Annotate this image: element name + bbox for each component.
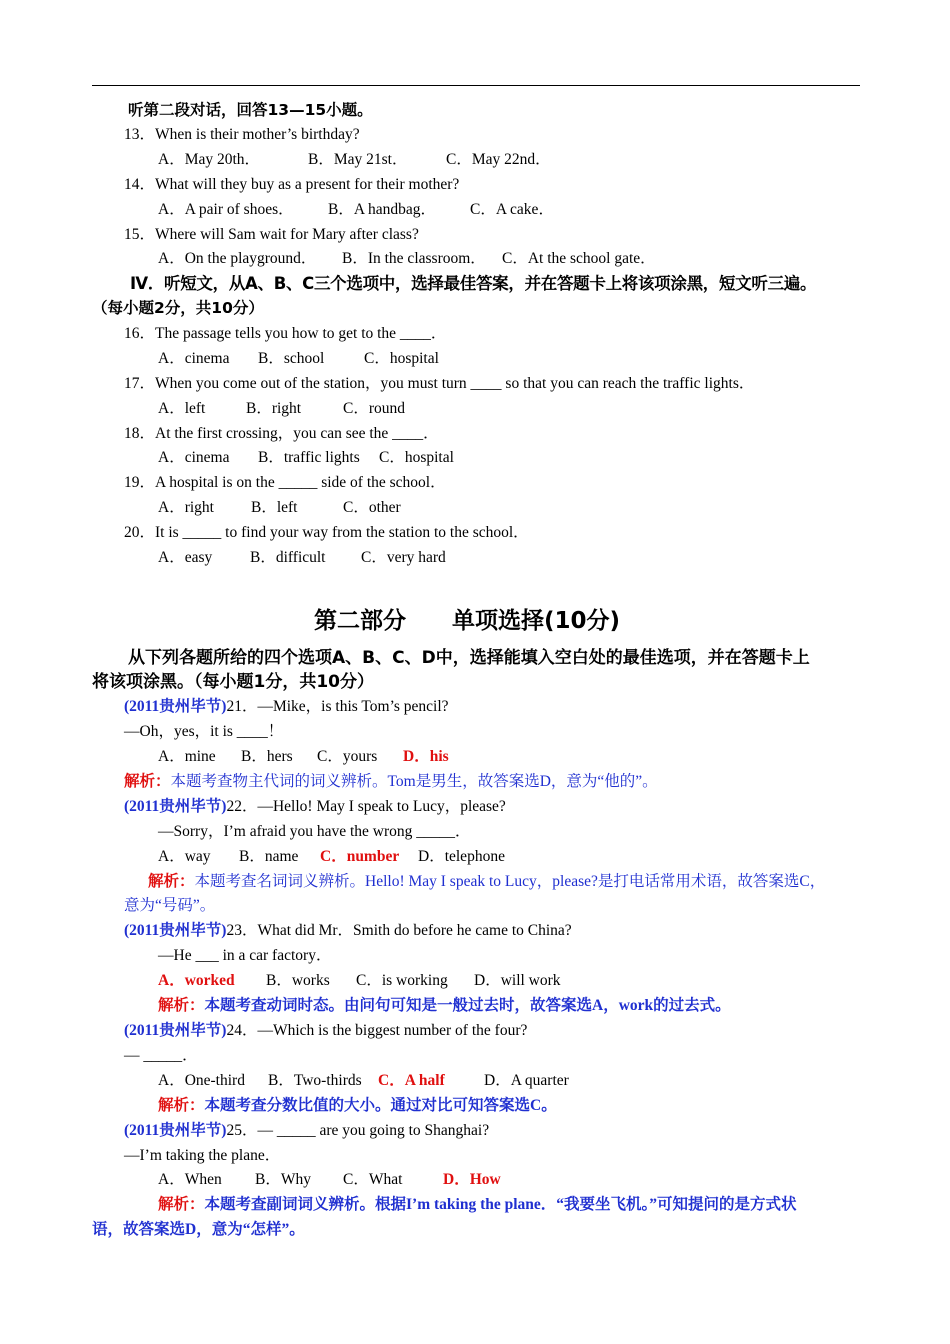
option-b[interactable]: B．school xyxy=(258,350,325,367)
option-b[interactable]: B．Why xyxy=(255,1171,311,1188)
question-24-explanation xyxy=(158,1096,557,1116)
option-c-answer[interactable]: C．number xyxy=(320,848,400,865)
explanation-text: 本题考查名词词义辨析。Hello! May I speak to Lucy，please?是打电话常用术语，故答案选C， xyxy=(194,873,826,890)
question-20-options xyxy=(158,548,446,568)
option-b[interactable]: B．Two-thirds xyxy=(268,1072,362,1089)
question-24-options xyxy=(158,1071,569,1091)
question-15-stem: 15．Where will Sam wait for Mary after class? xyxy=(124,226,419,243)
question-25 xyxy=(124,1121,489,1141)
option-b[interactable]: B．right xyxy=(246,400,302,417)
question-18-stem: 18．At the first crossing，you can see the ____． xyxy=(124,425,439,442)
question-24-reply: — _____． xyxy=(124,1047,198,1064)
option-b[interactable]: B．traffic lights xyxy=(258,449,360,466)
explanation-text: 本题考查物主代词的词义辨析。Tom是男生，故答案选D，意为“他的”。 xyxy=(170,773,658,790)
option-a[interactable]: A．On the playground． xyxy=(158,250,317,267)
option-d[interactable]: D．A quarter xyxy=(484,1072,569,1089)
explanation-label: 解析： xyxy=(148,873,195,890)
question-17-stem: 17．When you come out of the station，you must turn ____ so that you can reach the traffic lights． xyxy=(124,375,755,392)
option-c[interactable]: C．hospital xyxy=(379,449,454,466)
option-c[interactable]: C．May 22nd． xyxy=(446,151,551,168)
question-18-options xyxy=(158,448,454,468)
question-stem: 23．What did Mr．Smith do before he came to China? xyxy=(226,922,572,939)
option-c[interactable]: C．At the school gate． xyxy=(502,250,656,267)
part-two-instructions-cont: 将该项涂黑。（每小题1分，共10分） xyxy=(92,672,374,692)
section-heading-dialogue-2: 听第二段对话，回答13—15小题。 xyxy=(128,101,373,119)
question-13-stem: 13．When is their mother’s birthday? xyxy=(124,126,360,143)
explanation-text: 本题考查分数比值的大小。通过对比可知答案选C。 xyxy=(204,1097,557,1114)
option-c[interactable]: C．round xyxy=(343,400,406,417)
option-c[interactable]: C．other xyxy=(343,499,401,516)
explanation-label: 解析： xyxy=(158,1097,205,1114)
option-b[interactable]: B．works xyxy=(266,972,330,989)
option-b[interactable]: B．difficult xyxy=(250,549,326,566)
question-21-explanation xyxy=(124,772,658,792)
option-d[interactable]: D．telephone xyxy=(418,848,505,865)
explanation-text: 本题考查副词词义辨析。根据I’m taking the plane．“我要坐飞机。”可知提问的是方式状 xyxy=(204,1196,797,1213)
option-a-answer[interactable]: A．worked xyxy=(158,972,235,989)
question-21-reply: —Oh，yes，it is ____！ xyxy=(124,723,284,740)
option-d-answer[interactable]: D．How xyxy=(443,1171,501,1188)
question-source: (2011贵州毕节) xyxy=(124,798,227,815)
option-d[interactable]: D．will work xyxy=(474,972,561,989)
question-24 xyxy=(124,1021,527,1041)
option-a[interactable]: A．May 20th． xyxy=(158,151,261,168)
question-stem: 25．— _____ are you going to Shanghai? xyxy=(226,1122,490,1139)
question-source: (2011贵州毕节) xyxy=(124,1122,227,1139)
option-c[interactable]: C．hospital xyxy=(364,350,439,367)
option-a[interactable]: A．left xyxy=(158,400,206,417)
option-a[interactable]: A．easy xyxy=(158,549,213,566)
option-a[interactable]: A．One-third xyxy=(158,1072,245,1089)
explanation-label: 解析： xyxy=(124,773,171,790)
option-a[interactable]: A．way xyxy=(158,848,211,865)
question-22-options xyxy=(158,847,505,867)
option-a[interactable]: A．mine xyxy=(158,748,216,765)
section-heading-iv: Ⅳ．听短文，从A、B、C三个选项中，选择最佳答案，并在答题卡上将该项涂黑，短文听三遍。 xyxy=(130,274,817,293)
question-22-reply: —Sorry，I’m afraid you have the wrong _____． xyxy=(158,823,471,840)
part-two-title: 第二部分 单项选择(10分) xyxy=(314,608,621,634)
question-23 xyxy=(124,921,572,941)
part-two-instructions: 从下列各题所给的四个选项A、B、C、D中，选择能填入空白处的最佳选项，并在答题卡上 xyxy=(128,648,810,668)
question-20-stem: 20．It is _____ to find your way from the station to the school． xyxy=(124,524,529,541)
option-b[interactable]: B．A handbag． xyxy=(328,201,437,218)
question-14-stem: 14．What will they buy as a present for their mother? xyxy=(124,176,460,193)
question-source: (2011贵州毕节) xyxy=(124,698,227,715)
question-source: (2011贵州毕节) xyxy=(124,1022,227,1039)
question-14-options xyxy=(158,200,554,220)
question-15-options xyxy=(158,249,656,269)
question-16-options xyxy=(158,349,439,369)
question-source: (2011贵州毕节) xyxy=(124,922,227,939)
option-b[interactable]: B．hers xyxy=(241,748,293,765)
question-25-options xyxy=(158,1170,501,1190)
option-c[interactable]: C．yours xyxy=(317,748,378,765)
question-23-options xyxy=(158,971,561,991)
question-19-options xyxy=(158,498,401,518)
option-c[interactable]: C．A cake． xyxy=(470,201,554,218)
option-a[interactable]: A．cinema xyxy=(158,449,230,466)
option-c-answer[interactable]: C．A half xyxy=(378,1072,445,1089)
question-22-explanation xyxy=(148,872,825,892)
question-stem: 22．—Hello! May I speak to Lucy，please? xyxy=(226,798,506,815)
option-a[interactable]: A．cinema xyxy=(158,350,230,367)
question-25-explanation-cont: 语，故答案选D，意为“怎样”。 xyxy=(92,1221,305,1238)
question-25-reply: —I’m taking the plane． xyxy=(124,1147,281,1164)
explanation-label: 解析： xyxy=(158,1196,205,1213)
question-22 xyxy=(124,797,506,817)
option-d-answer[interactable]: D．his xyxy=(403,748,449,765)
question-13-options xyxy=(158,150,551,170)
section-heading-iv-points: （每小题2分，共10分） xyxy=(92,299,264,317)
option-a[interactable]: A．right xyxy=(158,499,214,516)
question-19-stem: 19．A hospital is on the _____ side of the school． xyxy=(124,474,446,491)
question-21 xyxy=(124,697,449,717)
option-c[interactable]: C．is working xyxy=(356,972,448,989)
question-25-explanation xyxy=(158,1195,797,1215)
question-23-reply: —He ___ in a car factory． xyxy=(158,947,332,964)
option-c[interactable]: C．What xyxy=(343,1171,403,1188)
option-b[interactable]: B．May 21st． xyxy=(308,151,408,168)
question-21-options xyxy=(158,747,449,767)
explanation-text: 本题考查动词时态。由问句可知是一般过去时，故答案选A，work的过去式。 xyxy=(204,997,731,1014)
option-a[interactable]: A．When xyxy=(158,1171,222,1188)
option-b[interactable]: B．name xyxy=(239,848,299,865)
option-b[interactable]: B．In the classroom． xyxy=(342,250,486,267)
option-c[interactable]: C．very hard xyxy=(361,549,446,566)
explanation-label: 解析： xyxy=(158,997,205,1014)
question-22-explanation-cont: 意为“号码”。 xyxy=(124,897,216,914)
question-stem: 24．—Which is the biggest number of the four? xyxy=(226,1022,528,1039)
option-b[interactable]: B．left xyxy=(251,499,298,516)
question-23-explanation xyxy=(158,996,731,1016)
question-stem: 21．—Mike，is this Tom’s pencil? xyxy=(226,698,449,715)
question-17-options xyxy=(158,399,405,419)
header-rule xyxy=(92,85,860,86)
question-16-stem: 16．The passage tells you how to get to the ____． xyxy=(124,325,447,342)
option-a[interactable]: A．A pair of shoes． xyxy=(158,201,294,218)
